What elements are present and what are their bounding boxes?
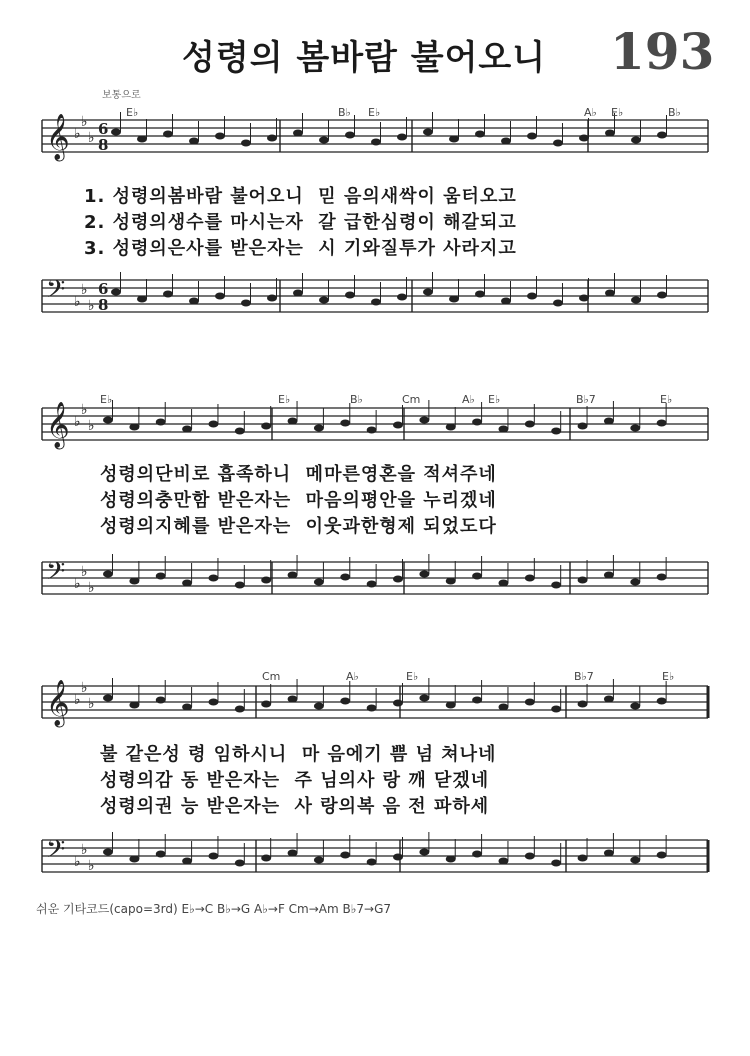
note-head — [235, 860, 245, 867]
note-head — [208, 421, 218, 428]
treble-clef-icon: 𝄞 — [46, 680, 70, 726]
note-head — [129, 578, 139, 585]
note-head — [553, 140, 563, 147]
note-head — [345, 132, 355, 139]
note-head — [319, 297, 329, 304]
note-head — [579, 295, 589, 302]
note-head — [293, 290, 303, 297]
note-head — [261, 701, 271, 708]
note-head — [446, 702, 456, 709]
flat-sign-icon: ♭ — [81, 402, 88, 418]
note-head — [314, 579, 324, 586]
note-head — [498, 580, 508, 587]
flat-sign-icon: ♭ — [74, 414, 81, 430]
note-head — [241, 300, 251, 307]
note-head — [423, 129, 433, 136]
note-head — [314, 703, 324, 710]
flat-sign-icon: ♭ — [88, 696, 95, 712]
note-head — [267, 135, 277, 142]
note-head — [319, 137, 329, 144]
chord-symbol: E♭ — [611, 106, 624, 119]
chord-symbol: E♭ — [100, 393, 113, 406]
lyric-verse-3: 성령의권 능 받은자는 사 랑의복 음 전 파하세 — [100, 796, 490, 817]
note-head — [340, 420, 350, 427]
bass-clef-icon: 𝄢 — [46, 557, 66, 592]
note-head — [604, 418, 614, 425]
flat-sign-icon: ♭ — [74, 576, 81, 592]
note-head — [261, 423, 271, 430]
note-head — [156, 697, 166, 704]
chord-symbol: B♭ — [338, 106, 351, 119]
note-head — [475, 131, 485, 138]
lyric-verse-2: 2. 성령의생수를 마시는자 갈 급한심령이 해갈되고 — [84, 212, 517, 233]
lyric-verse-1: 불 같은성 령 임하시니 마 음에기 쁨 넘 쳐나네 — [100, 744, 497, 765]
hymn-number: 193 — [610, 22, 715, 81]
note-head — [498, 858, 508, 865]
note-head — [551, 428, 561, 435]
note-head — [446, 424, 456, 431]
chord-symbol: B♭7 — [576, 393, 596, 406]
note-head — [630, 703, 640, 710]
note-head — [551, 582, 561, 589]
note-head — [631, 297, 641, 304]
bass-clef-icon: 𝄢 — [46, 835, 66, 870]
chord-symbol: A♭ — [346, 670, 359, 683]
note-head — [472, 851, 482, 858]
note-head — [657, 852, 667, 859]
note-head — [340, 852, 350, 859]
note-head — [235, 582, 245, 589]
note-head — [215, 133, 225, 140]
note-head — [367, 859, 377, 866]
note-head — [288, 850, 298, 857]
note-head — [472, 697, 482, 704]
note-head — [111, 289, 121, 296]
note-head — [397, 294, 407, 301]
note-head — [340, 574, 350, 581]
note-head — [314, 425, 324, 432]
note-head — [103, 695, 113, 702]
chord-symbol: Cm — [262, 670, 281, 683]
note-head — [367, 705, 377, 712]
note-head — [111, 129, 121, 136]
note-head — [340, 698, 350, 705]
time-signature-bottom: 8 — [98, 136, 109, 154]
note-head — [419, 849, 429, 856]
note-head — [208, 853, 218, 860]
tempo-marking: 보통으로 — [102, 90, 141, 101]
note-head — [163, 291, 173, 298]
flat-sign-icon: ♭ — [81, 282, 88, 298]
flat-sign-icon: ♭ — [81, 564, 88, 580]
note-head — [578, 423, 588, 430]
time-signature-top: 6 — [98, 120, 109, 138]
note-head — [446, 578, 456, 585]
note-head — [163, 131, 173, 138]
note-head — [215, 293, 225, 300]
note-head — [472, 573, 482, 580]
note-head — [182, 580, 192, 587]
chord-symbol: E♭ — [488, 393, 501, 406]
note-head — [525, 853, 535, 860]
note-head — [501, 298, 511, 305]
lyric-verse-2: 성령의감 동 받은자는 주 님의사 랑 깨 닫겠네 — [100, 770, 490, 791]
note-head — [397, 134, 407, 141]
note-head — [235, 706, 245, 713]
chord-symbol: E♭ — [278, 393, 291, 406]
note-head — [498, 426, 508, 433]
note-head — [371, 299, 381, 306]
note-head — [267, 295, 277, 302]
note-head — [288, 696, 298, 703]
flat-sign-icon: ♭ — [88, 418, 95, 434]
note-head — [657, 698, 667, 705]
note-head — [657, 292, 667, 299]
note-head — [449, 136, 459, 143]
lyric-verse-1: 성령의단비로 흡족하니 메마른영혼을 적셔주네 — [100, 464, 497, 485]
note-head — [446, 856, 456, 863]
note-head — [604, 850, 614, 857]
note-head — [156, 851, 166, 858]
chord-symbol: B♭7 — [574, 670, 594, 683]
chord-symbol: Cm — [402, 393, 421, 406]
note-head — [261, 855, 271, 862]
note-head — [393, 700, 403, 707]
note-head — [208, 699, 218, 706]
note-head — [578, 855, 588, 862]
note-head — [314, 857, 324, 864]
note-head — [525, 575, 535, 582]
note-head — [137, 136, 147, 143]
flat-sign-icon: ♭ — [74, 294, 81, 310]
note-head — [525, 699, 535, 706]
note-head — [261, 577, 271, 584]
note-head — [475, 291, 485, 298]
note-head — [630, 857, 640, 864]
hymn-title: 성령의 봄바람 불어오니 — [182, 38, 547, 78]
flat-sign-icon: ♭ — [88, 858, 95, 874]
note-head — [604, 696, 614, 703]
note-head — [501, 138, 511, 145]
note-head — [657, 132, 667, 139]
note-head — [630, 425, 640, 432]
flat-sign-icon: ♭ — [74, 692, 81, 708]
bass-clef-icon: 𝄢 — [46, 275, 66, 310]
lyric-verse-2: 성령의충만함 받은자는 마음의평안을 누리겠네 — [100, 490, 497, 511]
note-head — [551, 860, 561, 867]
chord-symbol: A♭ — [462, 393, 475, 406]
note-head — [189, 138, 199, 145]
treble-clef-icon: 𝄞 — [46, 114, 70, 160]
flat-sign-icon: ♭ — [88, 130, 95, 146]
note-head — [367, 581, 377, 588]
lyric-verse-1: 1. 성령의봄바람 불어오니 믿 음의새싹이 움터오고 — [84, 186, 517, 207]
guitar-chord-note: 쉬운 기타코드(capo=3rd) E♭→C B♭→G A♭→F Cm→Am B♭7→G7 — [36, 902, 392, 916]
flat-sign-icon: ♭ — [81, 114, 88, 130]
flat-sign-icon: ♭ — [81, 842, 88, 858]
note-head — [367, 427, 377, 434]
note-head — [156, 419, 166, 426]
note-head — [288, 418, 298, 425]
note-head — [423, 289, 433, 296]
note-head — [129, 856, 139, 863]
note-head — [182, 704, 192, 711]
note-head — [605, 290, 615, 297]
note-head — [657, 574, 667, 581]
note-head — [578, 701, 588, 708]
note-head — [657, 420, 667, 427]
time-signature-bottom: 8 — [98, 296, 109, 314]
note-head — [631, 137, 641, 144]
note-head — [579, 135, 589, 142]
chord-symbol: E♭ — [406, 670, 419, 683]
time-signature-top: 6 — [98, 280, 109, 298]
note-head — [419, 571, 429, 578]
note-head — [103, 571, 113, 578]
chord-symbol: E♭ — [660, 393, 673, 406]
note-head — [527, 293, 537, 300]
note-head — [449, 296, 459, 303]
note-head — [604, 572, 614, 579]
note-head — [241, 140, 251, 147]
note-head — [393, 854, 403, 861]
note-head — [525, 421, 535, 428]
note-head — [103, 417, 113, 424]
note-head — [553, 300, 563, 307]
note-head — [129, 702, 139, 709]
flat-sign-icon: ♭ — [88, 580, 95, 596]
note-head — [235, 428, 245, 435]
note-head — [103, 849, 113, 856]
note-head — [527, 133, 537, 140]
chord-symbol: A♭ — [584, 106, 597, 119]
note-head — [551, 706, 561, 713]
note-head — [137, 296, 147, 303]
note-head — [208, 575, 218, 582]
lyric-verse-3: 성령의지혜를 받은자는 이웃과한형제 되었도다 — [100, 516, 497, 537]
note-head — [472, 419, 482, 426]
chord-symbol: B♭ — [668, 106, 681, 119]
note-head — [393, 576, 403, 583]
note-head — [578, 577, 588, 584]
note-head — [182, 858, 192, 865]
flat-sign-icon: ♭ — [74, 854, 81, 870]
note-head — [393, 422, 403, 429]
note-head — [293, 130, 303, 137]
flat-sign-icon: ♭ — [81, 680, 88, 696]
chord-symbol: B♭ — [350, 393, 363, 406]
chord-symbol: E♭ — [368, 106, 381, 119]
note-head — [129, 424, 139, 431]
note-head — [630, 579, 640, 586]
chord-symbol: E♭ — [662, 670, 675, 683]
note-head — [419, 417, 429, 424]
flat-sign-icon: ♭ — [74, 126, 81, 142]
note-head — [156, 573, 166, 580]
note-head — [182, 426, 192, 433]
chord-symbol: E♭ — [126, 106, 139, 119]
lyric-verse-3: 3. 성령의은사를 받은자는 시 기와질투가 사라지고 — [84, 238, 517, 259]
note-head — [189, 298, 199, 305]
treble-clef-icon: 𝄞 — [46, 402, 70, 448]
note-head — [498, 704, 508, 711]
note-head — [345, 292, 355, 299]
note-head — [605, 130, 615, 137]
note-head — [288, 572, 298, 579]
flat-sign-icon: ♭ — [88, 298, 95, 314]
note-head — [371, 139, 381, 146]
note-head — [419, 695, 429, 702]
